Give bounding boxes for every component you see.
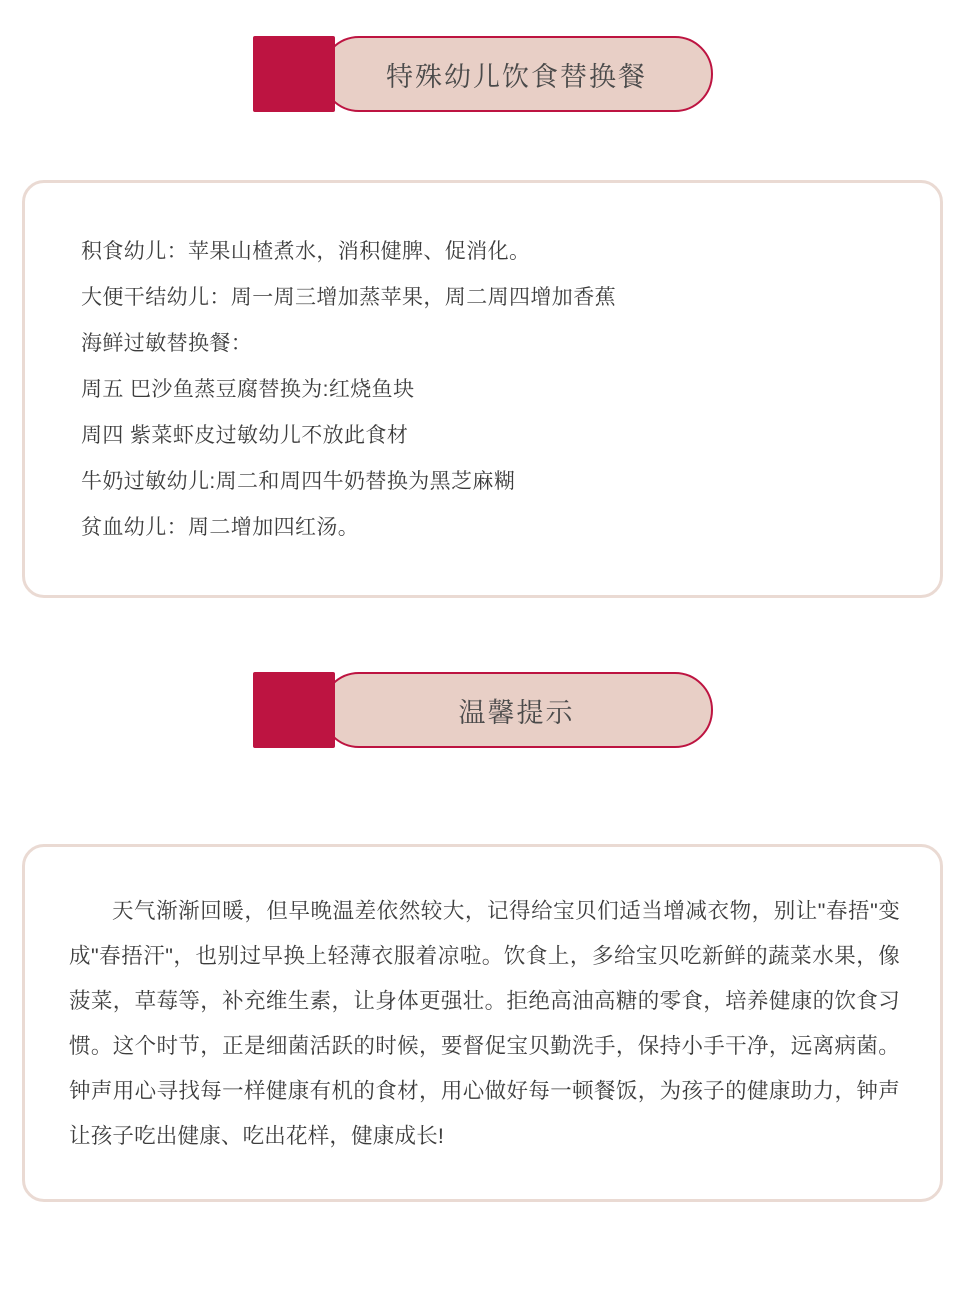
tips-paragraph: 天气渐渐回暖，但早晚温差依然较大，记得给宝贝们适当增减衣物，别让"春捂"变成"春捂汗"，也别过早换上轻薄衣服着凉啦。饮食上，多给宝贝吃新鲜的蔬菜水果，像菠菜，草莓等，补充维生素，让身体更强壮。拒绝高油高糖的零食，培养健康的饮食习惯。这个时节，正是细菌活跃的时候，要督促宝贝勤洗手，保持小手干净，远离病菌。钟声用心寻找每一样健康有机的食材，用心做好每一顿餐饭，为孩子的健康助力，钟声让孩子吃出健康、吃出花样，健康成长! (69, 899, 900, 1148)
diet-line: 贫血幼儿：周二增加四红汤。 (81, 516, 360, 539)
banner-accent-square (253, 36, 335, 112)
banner-accent-square (253, 672, 335, 748)
banner-pill (321, 672, 713, 748)
section-title-diet-replacement: 特殊幼儿饮食替换餐 (386, 61, 647, 92)
section-banner-tips (253, 672, 713, 748)
tips-card (22, 844, 943, 1202)
banner-pill (321, 36, 713, 112)
diet-line: 周五 巴沙鱼蒸豆腐替换为:红烧鱼块 (81, 378, 415, 401)
diet-line: 海鲜过敏替换餐： (81, 332, 253, 355)
diet-line: 牛奶过敏幼儿:周二和周四牛奶替换为黑芝麻糊 (81, 470, 516, 493)
diet-line: 大便干结幼儿：周一周三增加蒸苹果，周二周四增加香蕉 (81, 286, 616, 309)
diet-line: 积食幼儿：苹果山楂煮水，消积健脾、促消化。 (81, 240, 531, 263)
section-banner-diet-replacement (253, 36, 713, 112)
diet-replacement-card (22, 180, 943, 598)
document-page (0, 36, 965, 1316)
diet-line: 周四 紫菜虾皮过敏幼儿不放此食材 (81, 424, 409, 447)
section-title-tips: 温馨提示 (458, 697, 575, 728)
